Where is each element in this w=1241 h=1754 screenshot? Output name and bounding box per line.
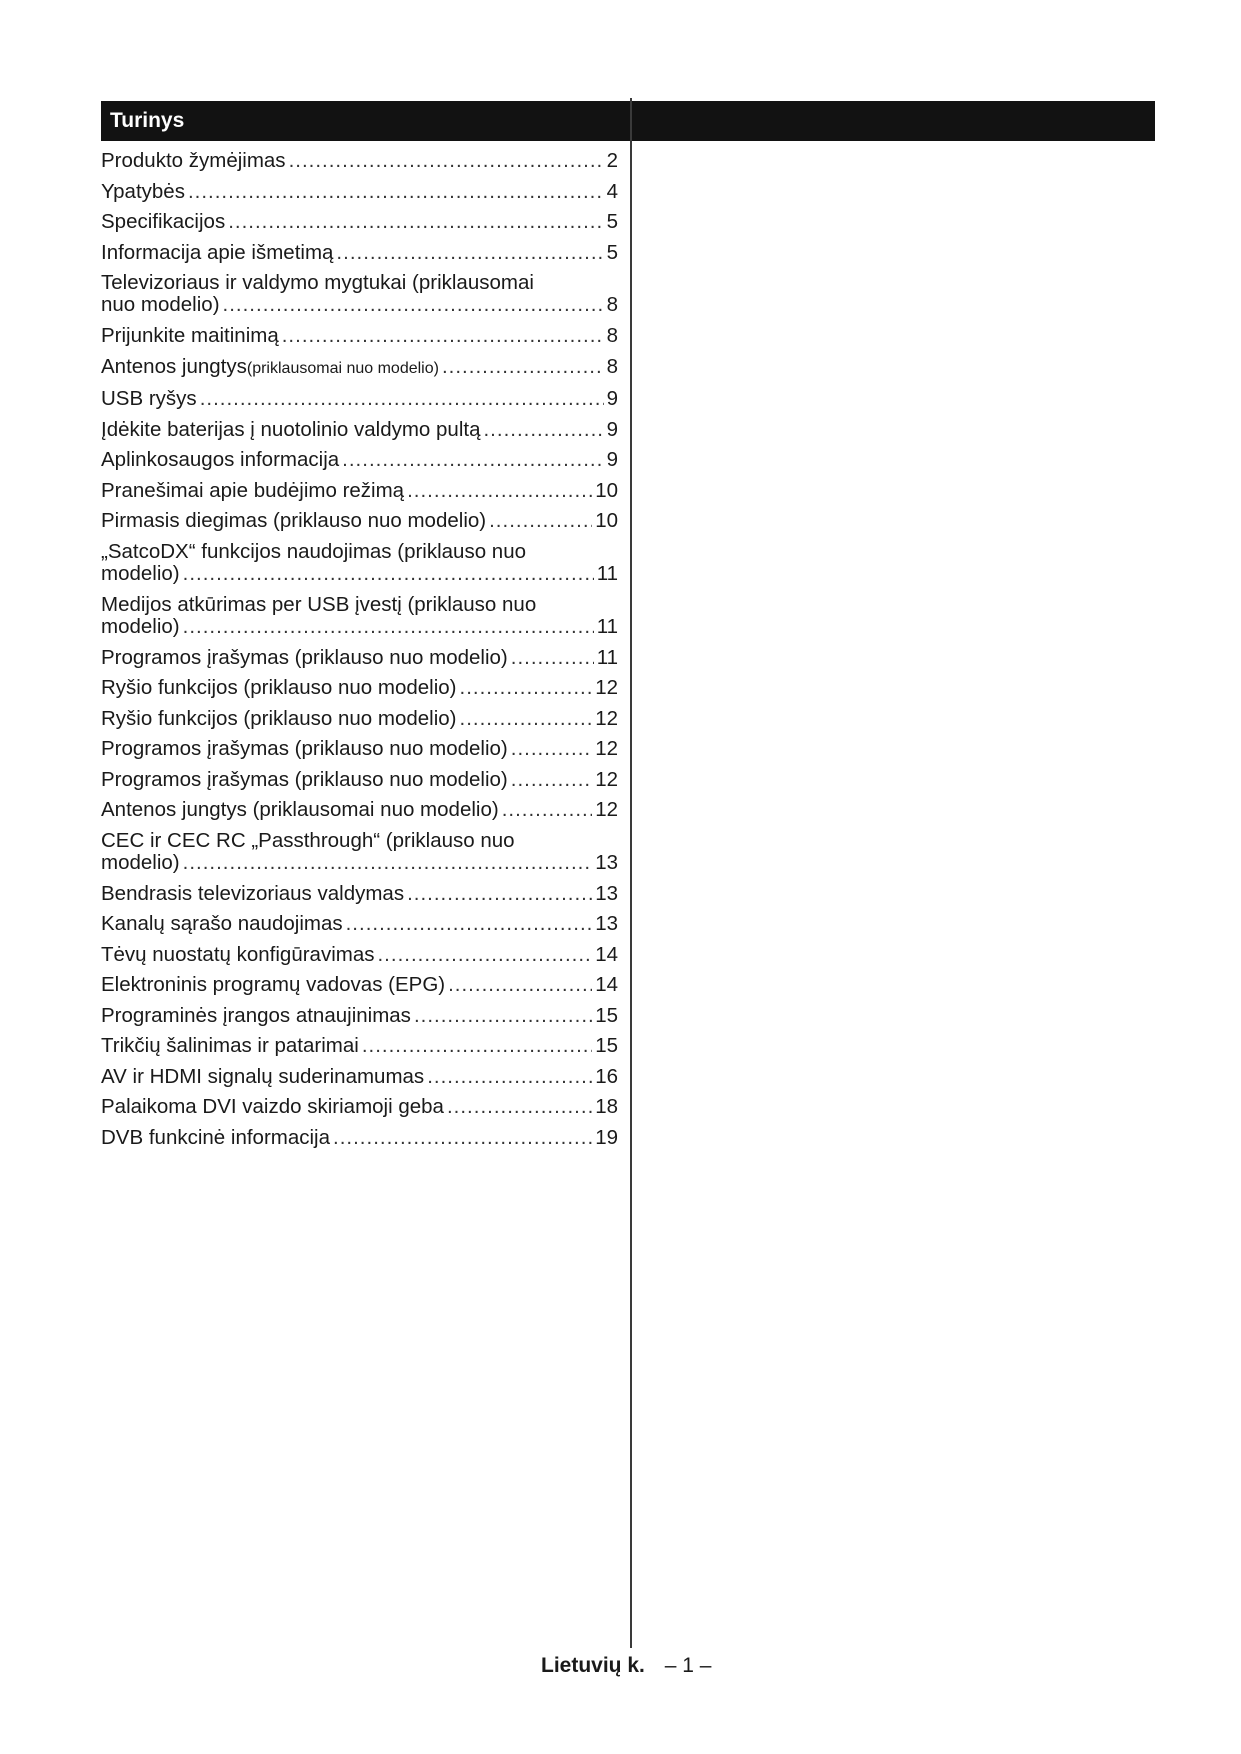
dot-leader [200,388,604,410]
toc-entry-row [101,913,618,935]
toc-entry-page: 10 [595,509,618,532]
toc-entry-title: Trikčių šalinimas ir patarimai [101,1034,359,1057]
toc-entry-title-line: CEC ir CEC RC „Passthrough“ (priklauso nuo [101,828,515,852]
toc-entry-title: Programos įrašymas (priklauso nuo modelio) [101,767,508,791]
toc-entry-page: 12 [595,767,618,791]
toc-entry-title: modelio) [101,850,180,874]
dot-leader [183,852,593,874]
dot-leader [442,356,604,378]
toc-entry-row [101,944,618,966]
toc-entry-page: 12 [595,676,618,699]
page-footer [541,1653,711,1679]
toc-entry-title: Palaikoma DVI vaizdo skiriamoji geba [101,1095,444,1118]
footer-page-number: – 1 – [664,1654,712,1677]
toc-entry-row [101,1096,618,1118]
dot-leader [511,769,592,791]
toc-entry-title: modelio) [101,614,180,638]
toc-entry[interactable] [101,541,618,585]
toc-entry[interactable] [101,150,618,172]
toc-entry-page: 13 [595,881,618,905]
toc-entry-page: 5 [606,210,618,233]
toc-entry-title: Prijunkite maitinimą [101,324,279,347]
column-divider [630,98,632,1648]
dot-leader [483,419,603,441]
dot-leader [333,1127,592,1149]
toc-entry-row [101,974,618,996]
dot-leader [407,480,592,502]
toc-entry-title: DVB funkcinė informacija [101,1125,331,1149]
toc-entry-page: 13 [595,912,618,935]
toc-entry[interactable] [101,272,618,316]
toc-entry-row [101,356,618,380]
toc-entry-page: 14 [595,973,618,996]
dot-leader [336,242,603,264]
dot-leader [448,974,592,996]
dot-leader [511,738,592,760]
toc-entry-row [101,1127,618,1149]
toc-entry[interactable] [101,883,618,905]
toc-entry[interactable] [101,677,618,699]
toc-entry-page: 16 [595,1064,618,1088]
toc-entry-page: 8 [606,354,618,378]
toc-entry-row [101,181,618,203]
toc-entry-page: 9 [606,448,618,471]
toc-entry-subtitle: (priklausomai nuo modelio) [246,359,439,377]
dot-leader [447,1096,592,1118]
contents-heading: Turinys [110,109,185,132]
toc-entry[interactable] [101,944,618,966]
toc-entry-title-line: Medijos atkūrimas per USB įvestį (priklauso nuo [101,592,537,616]
toc-entry[interactable] [101,594,618,638]
toc-entry-page: 18 [595,1095,618,1118]
toc-entry-title: Informacija apie išmetimą [101,240,334,264]
toc-entry-title: Antenos jungtys [101,354,247,378]
toc-entry[interactable] [101,974,618,996]
toc-entry[interactable] [101,708,618,730]
toc-entry-title: Įdėkite baterijas į nuotolinio valdymo pultą [101,417,481,441]
toc-entry-title: Programos įrašymas (priklauso nuo modelio) [101,645,508,669]
toc-entry-title-line: „SatcoDX“ funkcijos naudojimas (priklauso nuo [101,539,527,563]
toc-entry[interactable] [101,480,618,502]
toc-entry-row [101,616,618,638]
toc-entry[interactable] [101,799,618,821]
toc-entry-title-line: Televizoriaus ir valdymo mygtukai (priklausomai [101,271,534,294]
toc-entry[interactable] [101,419,618,441]
toc-entry-title: Programinės įrangos atnaujinimas [101,1003,411,1027]
dot-leader [183,616,594,638]
dot-leader [489,510,592,532]
toc-entry[interactable] [101,1127,618,1149]
toc-entry-page: 14 [595,942,618,966]
toc-entry-row [101,150,618,172]
toc-entry[interactable] [101,1005,618,1027]
toc-entry-title: Produkto žymėjimas [101,149,286,172]
toc-entry-page: 8 [606,324,618,347]
dot-leader [183,563,594,585]
toc-entry-page: 2 [606,149,618,172]
toc-entry-page: 5 [606,240,618,264]
toc-entry-page: 9 [606,387,618,410]
toc-entry[interactable] [101,449,618,471]
toc-entry-page: 12 [595,737,618,760]
footer-language: Lietuvių k. [541,1654,645,1677]
toc-entry-row [101,799,618,821]
toc-entry[interactable] [101,769,618,791]
toc-entry[interactable] [101,242,618,264]
toc-entry-row [101,480,618,502]
toc-entry-row [101,769,618,791]
toc-entry-row [101,563,618,585]
dot-leader [342,449,603,471]
toc-entry-title: Pranešimai apie budėjimo režimą [101,478,405,502]
toc-entry-row [101,677,618,699]
toc-entry[interactable] [101,211,618,233]
toc-entry[interactable] [101,356,618,380]
toc-entry-title: Ypatybės [101,179,185,203]
toc-entry-page: 9 [606,417,618,441]
toc-entry-title: Tėvų nuostatų konfigūravimas [101,942,375,966]
dot-leader [414,1005,592,1027]
toc-entry[interactable] [101,738,618,760]
toc-entry-page: 12 [595,798,618,821]
toc-entry-title: Antenos jungtys (priklausomai nuo modelio) [101,798,499,821]
toc-entry-row [101,1005,618,1027]
toc-entry[interactable] [101,510,618,532]
toc-entry-row [101,708,618,730]
dot-leader [502,799,593,821]
dot-leader [377,944,592,966]
toc-entry-title: Bendrasis televizoriaus valdymas [101,881,405,905]
dot-leader [346,913,593,935]
toc-entry[interactable] [101,913,618,935]
toc-entry[interactable] [101,388,618,410]
dot-leader [407,883,592,905]
toc-entry-title: Programos įrašymas (priklauso nuo modelio) [101,737,508,760]
toc-entry[interactable] [101,1096,618,1118]
toc-entry-row [101,647,618,669]
toc-entry-row [101,1066,618,1088]
dot-leader [228,211,603,233]
toc-entry-page: 10 [595,478,618,502]
toc-entry[interactable] [101,325,618,347]
toc-entry-page: 12 [595,706,618,730]
dot-leader [460,677,593,699]
toc-entry-row [101,388,618,410]
toc-entry-row [101,852,618,874]
toc-entry[interactable] [101,647,618,669]
toc-entry-row [101,325,618,347]
dot-leader [427,1066,592,1088]
toc-entry-page: 15 [595,1003,618,1027]
toc-entry-title: USB ryšys [101,387,197,410]
toc-entry-page: 8 [606,293,618,316]
toc-entry-row [101,211,618,233]
dot-leader [282,325,604,347]
toc-entry-row [101,510,618,532]
toc-entry-row [101,242,618,264]
toc-entry[interactable] [101,181,618,203]
toc-entry-row [101,1035,618,1057]
toc-entry-page: 11 [596,614,618,638]
toc-entry-page: 4 [606,179,618,203]
toc-entry-title: Specifikacijos [101,210,226,233]
toc-entry-row [101,449,618,471]
toc-entry-row [101,294,618,316]
toc-entry-title: nuo modelio) [101,293,220,316]
toc-entry-title: Elektroninis programų vadovas (EPG) [101,973,446,996]
toc-entry-title: AV ir HDMI signalų suderinamumas [101,1064,425,1088]
dot-leader [289,150,604,172]
dot-leader [223,294,604,316]
toc-entry-title: modelio) [101,561,180,585]
toc-entry-page: 13 [595,850,618,874]
table-of-contents [101,150,618,1157]
toc-entry-title: Ryšio funkcijos (priklauso nuo modelio) [101,706,457,730]
dot-leader [188,181,604,203]
toc-entry-page: 15 [595,1034,618,1057]
toc-entry-page: 11 [596,645,618,669]
toc-entry-title: Ryšio funkcijos (priklauso nuo modelio) [101,676,457,699]
toc-entry-row [101,883,618,905]
toc-entry-row [101,738,618,760]
toc-entry-page: 19 [595,1125,618,1149]
toc-entry-page: 11 [596,561,618,585]
dot-leader [460,708,593,730]
toc-entry-row [101,419,618,441]
dot-leader [511,647,594,669]
toc-entry[interactable] [101,1035,618,1057]
contents-header-bar [101,101,1155,141]
toc-entry-title: Pirmasis diegimas (priklauso nuo modelio) [101,509,487,532]
toc-entry[interactable] [101,1066,618,1088]
dot-leader [362,1035,592,1057]
toc-entry-title: Kanalų sąrašo naudojimas [101,912,343,935]
toc-entry-title: Aplinkosaugos informacija [101,448,340,471]
toc-entry[interactable] [101,830,618,874]
